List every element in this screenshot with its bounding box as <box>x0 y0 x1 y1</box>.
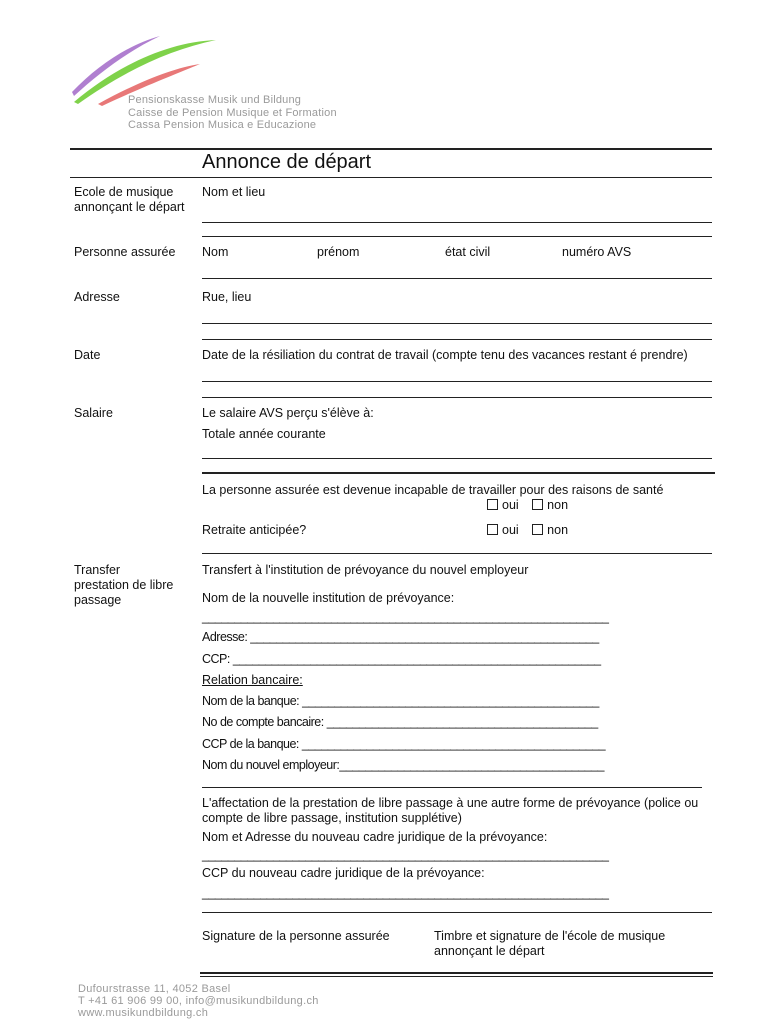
adresse-institution-line[interactable]: Adresse: ______________________________________________________ <box>202 630 599 644</box>
footer-address: Dufourstrasse 11, 4052 Basel <box>78 983 231 995</box>
org-name-de: Pensionskasse Musik und Bildung <box>128 94 302 106</box>
signature-ecole-label: Timbre et signature de l'école de musique annonçant le départ <box>434 929 666 958</box>
rule <box>202 787 702 788</box>
incapable-non-checkbox[interactable] <box>532 499 543 510</box>
personne-label: Personne assurée <box>74 245 176 259</box>
salaire-field-label: Le salaire AVS perçu s'élève à: <box>202 406 374 420</box>
incapable-options <box>487 498 568 513</box>
affectation-text: L'affectation de la prestation de libre passage à une autre forme de prévoyance (police ou compte de libre passage, institution supplétive) <box>202 796 699 825</box>
prenom-field-label: prénom <box>317 245 360 259</box>
compte-line[interactable]: No de compte bancaire: __________________________________________ <box>202 715 598 729</box>
nom-field-label: Nom <box>202 245 229 259</box>
nom-cadre-label: Nom et Adresse du nouveau cadre juridique de la prévoyance: <box>202 830 548 844</box>
salaire-total-label: Totale année courante <box>202 427 326 441</box>
ccp-cadre-label: CCP du nouveau cadre juridique de la prévoyance: <box>202 866 485 880</box>
retraite-question: Retraite anticipée? <box>202 523 307 537</box>
transfer-label: Transfer prestation de libre passage <box>74 563 174 607</box>
rule-title-bottom <box>70 177 712 178</box>
retraite-options <box>487 523 568 538</box>
date-label: Date <box>74 348 101 362</box>
salaire-label: Salaire <box>74 406 113 420</box>
incapable-oui-checkbox[interactable] <box>487 499 498 510</box>
ecole-label: Ecole de musique annonçant le départ <box>74 185 185 214</box>
oui-label: oui <box>502 498 519 512</box>
date-line[interactable] <box>202 381 712 382</box>
adresse-label: Adresse <box>74 290 120 304</box>
salaire-line[interactable] <box>202 458 712 459</box>
adresse-line[interactable] <box>202 323 712 324</box>
retraite-oui-checkbox[interactable] <box>487 524 498 535</box>
personne-line[interactable] <box>202 278 712 279</box>
rule <box>202 553 712 554</box>
avs-field-label: numéro AVS <box>562 245 632 259</box>
ecole-line[interactable] <box>202 222 712 223</box>
rule-top <box>70 148 712 150</box>
rule-bottom <box>200 972 713 974</box>
ccp-banque-line[interactable]: CCP de la banque: _______________________________________________ <box>202 737 606 751</box>
footer-contact: T +41 61 906 99 00, info@musikundbildung.ch <box>78 995 319 1007</box>
nom-institution-blank[interactable]: _______________________________________________________________ <box>202 610 609 624</box>
org-name-it: Cassa Pension Musica e Educazione <box>128 119 317 131</box>
non-label: non <box>547 523 569 537</box>
transfert-title: Transfert à l'institution de prévoyance du nouvel employeur <box>202 563 529 577</box>
ccp-line[interactable]: CCP: _________________________________________________________ <box>202 652 601 666</box>
non-label: non <box>547 498 569 512</box>
signature-personne-label: Signature de la personne assurée <box>202 929 390 943</box>
rule <box>202 236 712 237</box>
rule <box>202 912 712 913</box>
retraite-non-checkbox[interactable] <box>532 524 543 535</box>
ccp-cadre-blank[interactable]: _______________________________________________________________ <box>202 886 609 900</box>
adresse-field-label: Rue, lieu <box>202 290 252 304</box>
nom-cadre-blank[interactable]: _______________________________________________________________ <box>202 848 609 862</box>
rule-bottom-2 <box>200 976 713 977</box>
page-title: Annonce de départ <box>202 151 372 173</box>
relation-bancaire-label: Relation bancaire: <box>202 673 303 687</box>
rule <box>202 339 712 340</box>
employeur-line[interactable]: Nom du nouvel employeur:_________________________________________ <box>202 758 604 772</box>
etat-civil-field-label: état civil <box>445 245 491 259</box>
nom-institution-label: Nom de la nouvelle institution de prévoyance: <box>202 591 455 605</box>
banque-line[interactable]: Nom de la banque: ______________________________________________ <box>202 694 599 708</box>
date-field-label: Date de la résiliation du contrat de travail (compte tenu des vacances restant é prendre) <box>202 348 688 362</box>
org-name-fr: Caisse de Pension Musique et Formation <box>128 107 337 119</box>
footer-website: www.musikundbildung.ch <box>78 1007 209 1019</box>
incapable-question: La personne assurée est devenue incapable de travailler pour des raisons de santé <box>202 483 664 497</box>
ecole-field-label: Nom et lieu <box>202 185 266 199</box>
rule <box>202 397 712 398</box>
rule-thick <box>202 472 715 474</box>
oui-label: oui <box>502 523 519 537</box>
